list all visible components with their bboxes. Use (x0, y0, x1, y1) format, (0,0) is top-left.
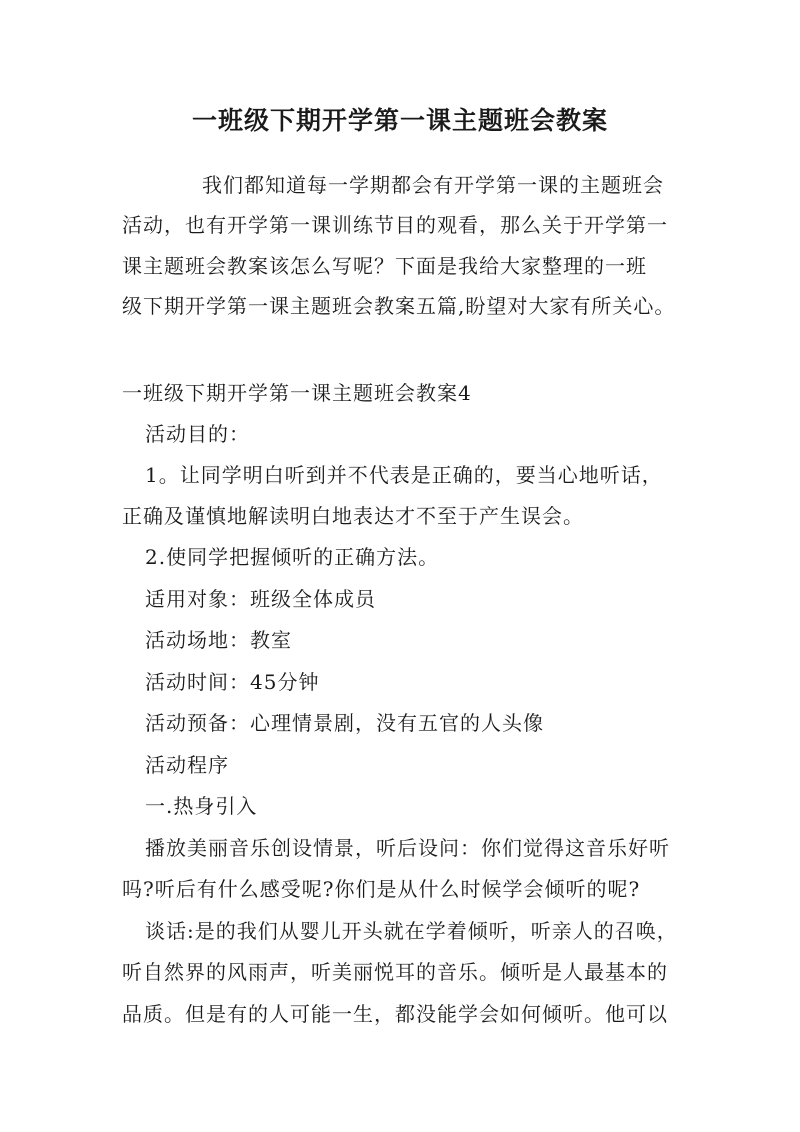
paragraph-line: 正确及谨慎地解读明白地表达才不至于产生误会。 (122, 504, 584, 528)
paragraph-line: 级下期开学第一课主题班会教案五篇,盼望对大家有所关心。 (122, 294, 676, 318)
paragraph-line: 活动时间：45分钟 (145, 670, 320, 694)
paragraph-line: 适用对象：班级全体成员 (145, 587, 376, 611)
paragraph-line: 听自然界的风雨声，听美丽悦耳的音乐。倾听是人最基本的 (122, 960, 668, 984)
paragraph-line: 活动场地：教室 (145, 628, 292, 652)
paragraph-line: 活动预备：心理情景剧，没有五官的人头像 (145, 711, 544, 735)
paragraph-line: 活动程序 (145, 753, 229, 777)
section-heading: 一班级下期开学第一课主题班会教案4 (122, 381, 472, 405)
paragraph-line: 播放美丽音乐创设情景，听后设问：你们觉得这音乐好听 (145, 836, 670, 860)
paragraph-line: 活动目的： (145, 422, 250, 446)
paragraph-line: 一.热身引入 (145, 794, 258, 818)
paragraph-line: 吗?听后有什么感受呢?你们是从什么时候学会倾听的呢? (122, 877, 641, 901)
paragraph-line: 谈话:是的我们从婴儿开头就在学着倾听，听亲人的召唤， (145, 919, 678, 943)
paragraph-line: 活动，也有开学第一课训练节目的观看，那么关于开学第一 (122, 213, 668, 237)
paragraph-line: 2.使同学把握倾听的正确方法。 (145, 545, 440, 569)
paragraph-line: 品质。但是有的人可能一生，都没能学会如何倾听。他可以 (122, 1002, 668, 1026)
document-title: 一班级下期开学第一课主题班会教案 (191, 106, 608, 135)
paragraph-line: 1。让同学明白听到并不代表是正确的，要当心地听话， (145, 463, 663, 487)
paragraph-line: 课主题班会教案该怎么写呢？下面是我给大家整理的一班 (122, 254, 647, 278)
paragraph-line: 我们都知道每一学期都会有开学第一课的主题班会 (202, 173, 664, 197)
